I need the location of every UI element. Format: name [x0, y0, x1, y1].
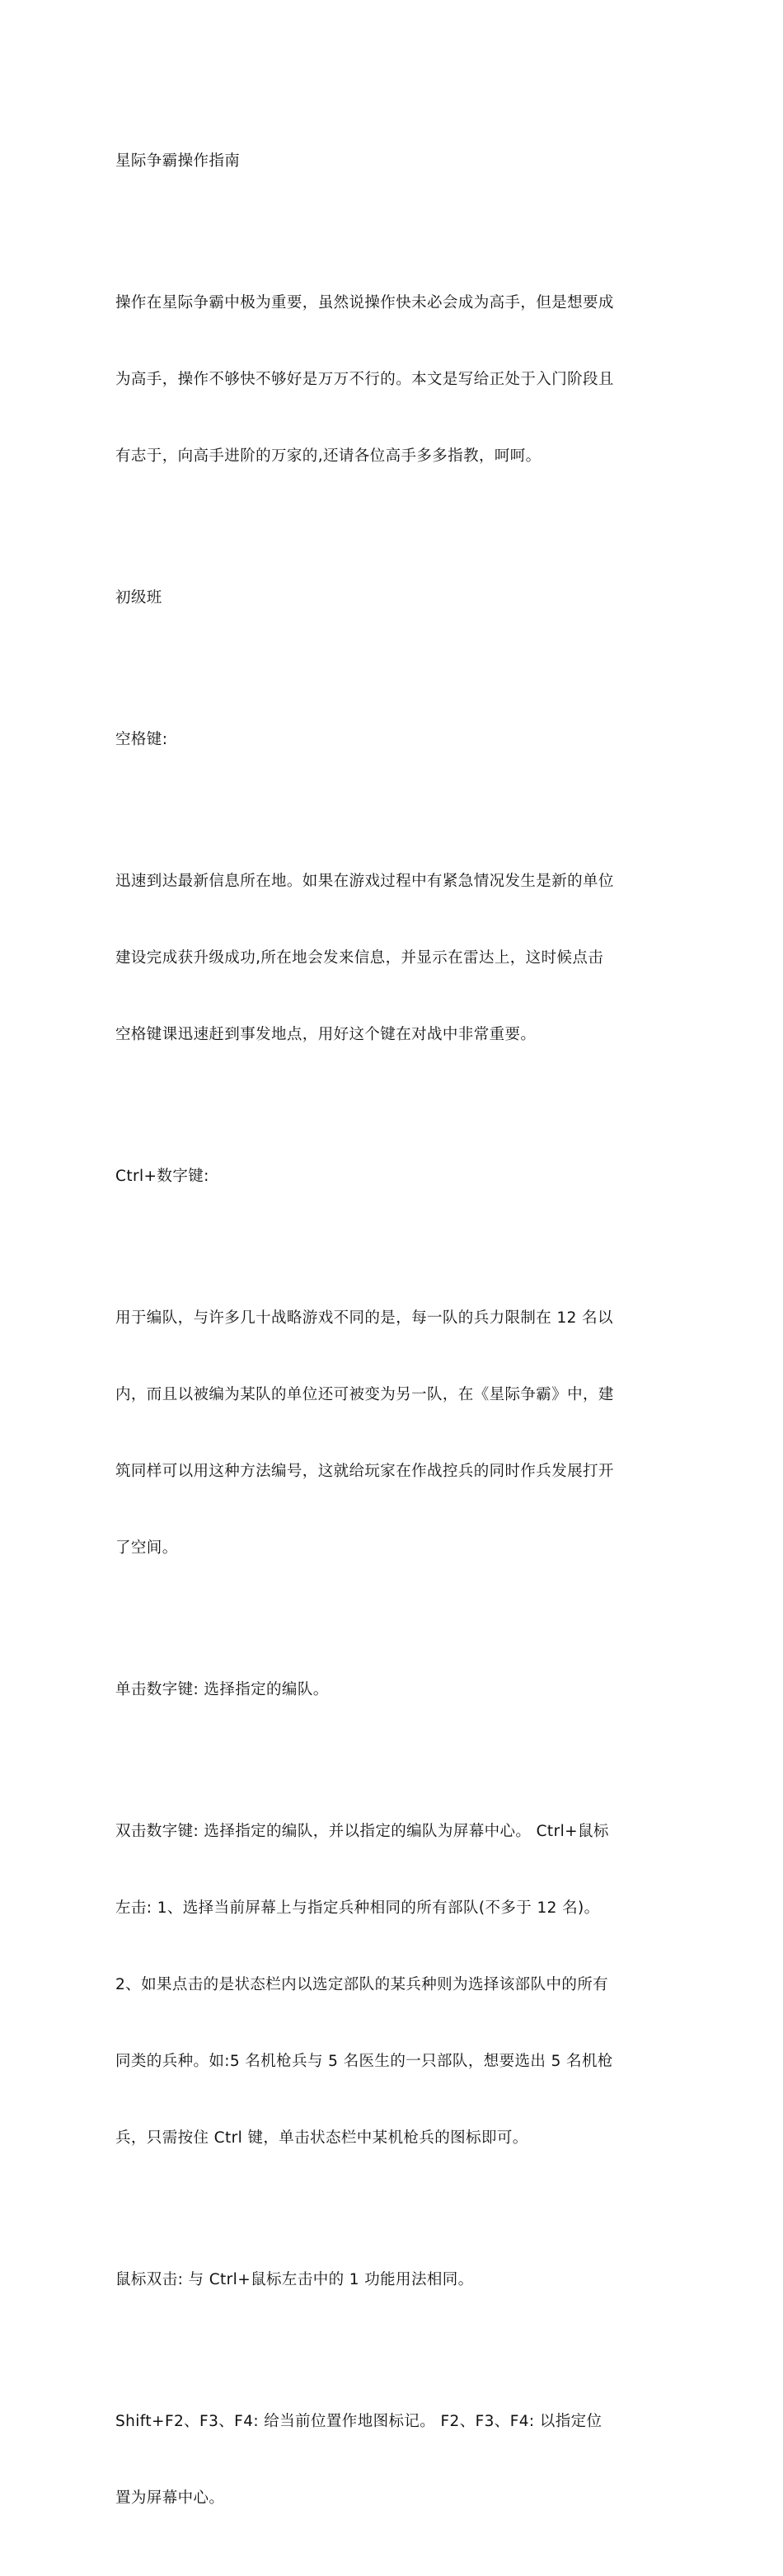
mouse-double-click-paragraph: 鼠标双击: 与 Ctrl+鼠标左击中的 1 功能用法相同。 — [115, 2271, 474, 2288]
document-body — [115, 97, 669, 2576]
text-line: 兵，只需按住 Ctrl 键，单击状态栏中某机枪兵的图标即可。 — [115, 2129, 528, 2147]
document-title: 星际争霸操作指南 — [115, 152, 241, 170]
ctrl-number-heading: Ctrl+数字键: — [115, 1168, 209, 1185]
text-line: 空格键课迅速赶到事发地点，用好这个键在对战中非常重要。 — [115, 1026, 537, 1043]
text-line: 了空间。 — [115, 1539, 178, 1557]
text-line: 迅速到达最新信息所在地。如果在游戏过程中有紧急情况发生是新的单位 — [115, 873, 614, 890]
intro-paragraph — [115, 239, 669, 520]
text-line: 2、如果点击的是状态栏内以选定部队的某兵种则为选择该部队中的所有 — [115, 1976, 609, 1993]
text-line: 左击: 1、选择当前屏幕上与指定兵种相同的所有部队(不多于 12 名)。 — [115, 1899, 600, 1917]
text-line: 有志于，向高手进阶的万家的,还请各位高手多多指教，呵呵。 — [115, 447, 542, 465]
double-click-number-paragraph — [115, 1768, 669, 2202]
text-line: Shift+F2、F3、F4: 给当前位置作地图标记。 F2、F3、F4: 以指定位 — [115, 2413, 602, 2430]
text-line: 用于编队，与许多几十战略游戏不同的是，每一队的兵力限制在 12 名以 — [115, 1309, 613, 1327]
text-line: 筑同样可以用这种方法编号，这就给玩家在作战控兵的同时作兵发展打开 — [115, 1463, 614, 1480]
shift-f-keys-paragraph — [115, 2358, 669, 2562]
text-line: 置为屏幕中心。 — [115, 2489, 225, 2507]
section-heading-beginner: 初级班 — [115, 589, 162, 607]
text-line: 同类的兵种。如:5 名机枪兵与 5 名医生的一只部队，想要选出 5 名机枪 — [115, 2053, 613, 2070]
text-line: 建设完成获升级成功,所在地会发来信息，并显示在雷达上，这时候点击 — [115, 949, 604, 967]
ctrl-number-paragraph — [115, 1254, 669, 1612]
text-line: 内，而且以被编为某队的单位还可被变为另一队，在《星际争霸》中，建 — [115, 1386, 614, 1403]
space-key-paragraph — [115, 817, 669, 1098]
space-key-heading: 空格键: — [115, 731, 168, 748]
text-line: 为高手，操作不够快不够好是万万不行的。本文是写给正处于入门阶段且 — [115, 371, 614, 388]
text-line: 双击数字键: 选择指定的编队，并以指定的编队为屏幕中心。 Ctrl+鼠标 — [115, 1823, 609, 1840]
single-click-number-paragraph: 单击数字键: 选择指定的编队。 — [115, 1681, 329, 1698]
text-line: 操作在星际争霸中极为重要，虽然说操作快未必会成为高手，但是想要成 — [115, 294, 614, 311]
